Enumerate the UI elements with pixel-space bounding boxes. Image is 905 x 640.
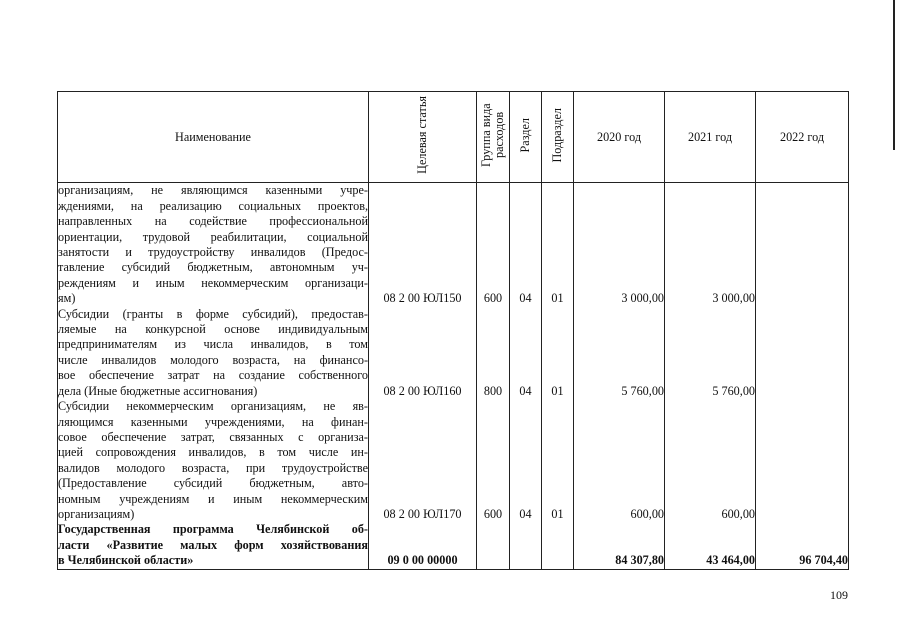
table-row [58,183,849,307]
row-amount-2020: 84 307,80 [574,522,665,569]
row-name-line: в Челябинской области» [58,553,194,568]
row-section: 04 [510,399,542,522]
row-name-line: вое обеспечение затрат на создание собственного [58,368,368,383]
row-name-line: организациям, не являющимся казенными учре- [58,183,368,198]
row-name-line: номным учреждениям и иным некоммерческим [58,491,368,506]
row-target-article: 08 2 00 ЮЛ150 [369,183,477,307]
header-year-2020: 2020 год [574,92,665,183]
row-name-cell [58,183,369,307]
header-year-2021: 2021 год [665,92,756,183]
row-subsection: 01 [542,399,574,522]
page-number: 109 [830,588,848,602]
row-expense-group: 600 [477,183,510,307]
row-expense-group: 800 [477,307,510,399]
table-header-row [58,92,849,183]
row-amount-2022 [756,307,849,399]
row-name-line: Субсидии (гранты в форме субсидий), предостав- [58,306,368,321]
row-name-cell [58,399,369,522]
budget-table [57,91,849,570]
row-name-line: цией сопровождения инвалидов, в том числе ин- [58,445,368,460]
row-amount-2020: 5 760,00 [574,307,665,399]
row-name-line: ждениями, на реализацию социальных проектов, [58,198,368,213]
header-year-2022: 2022 год [756,92,849,183]
header-section: Раздел [510,92,542,183]
row-name-line: Государственная программа Челябинской об- [58,522,368,537]
row-name-line: направленных на содействие профессиональной [58,214,368,229]
row-section: 04 [510,183,542,307]
row-subsection: 01 [542,307,574,399]
row-name-line: ям) [58,291,76,306]
row-name-line: ляющимся казенными учреждениями, на финан- [58,414,368,429]
row-name-line: (Предоставление субсидий бюджетным, авто- [58,476,368,491]
row-name-line: предпринимателям из числа инвалидов, в том [58,337,368,352]
page-edge-line [893,0,895,150]
table-body [58,183,849,569]
row-target-article: 09 0 00 00000 [369,522,477,569]
row-name-line: совое обеспечение затрат, связанных с организа- [58,429,368,444]
row-amount-2021: 5 760,00 [665,307,756,399]
row-amount-2020: 3 000,00 [574,183,665,307]
header-name: Наименование [58,92,369,183]
header-target-article: Целевая статья [369,92,477,183]
table-row [58,307,849,399]
row-name-line: дела (Иные бюджетные ассигнования) [58,383,258,398]
row-section [510,522,542,569]
row-name-line: ласти «Развитие малых форм хозяйствования [58,537,368,552]
header-expense-group: Группа вида расходов [477,92,510,183]
row-name-line: реждениям и иным некоммерческим организаци- [58,275,368,290]
row-section: 04 [510,307,542,399]
row-name-line: валидов молодого возраста, при трудоустройстве [58,460,368,475]
row-amount-2020: 600,00 [574,399,665,522]
table-row [58,522,849,569]
row-name-cell [58,522,369,569]
row-amount-2022 [756,399,849,522]
row-target-article: 08 2 00 ЮЛ170 [369,399,477,522]
row-amount-2022 [756,183,849,307]
row-target-article: 08 2 00 ЮЛ160 [369,307,477,399]
row-name-cell [58,307,369,399]
row-name-line: Субсидии некоммерческим организациям, не яв- [58,399,368,414]
row-name-line: ориентации, трудовой реабилитации, социальной [58,229,368,244]
row-subsection: 01 [542,183,574,307]
row-name-line: ляемые на конкурсной основе индивидуальным [58,322,368,337]
row-name-line: тавление субсидий бюджетным, автономным уч- [58,260,368,275]
row-amount-2021: 600,00 [665,399,756,522]
row-amount-2022: 96 704,40 [756,522,849,569]
row-amount-2021: 3 000,00 [665,183,756,307]
header-subsection: Подраздел [542,92,574,183]
row-expense-group [477,522,510,569]
row-name-line: числе инвалидов молодого возраста, на финансо- [58,352,368,367]
table-row [58,399,849,522]
row-name-line: занятости и трудоустройству инвалидов (Предос- [58,245,368,260]
row-amount-2021: 43 464,00 [665,522,756,569]
row-expense-group: 600 [477,399,510,522]
row-subsection [542,522,574,569]
row-name-line: организациям) [58,506,135,521]
